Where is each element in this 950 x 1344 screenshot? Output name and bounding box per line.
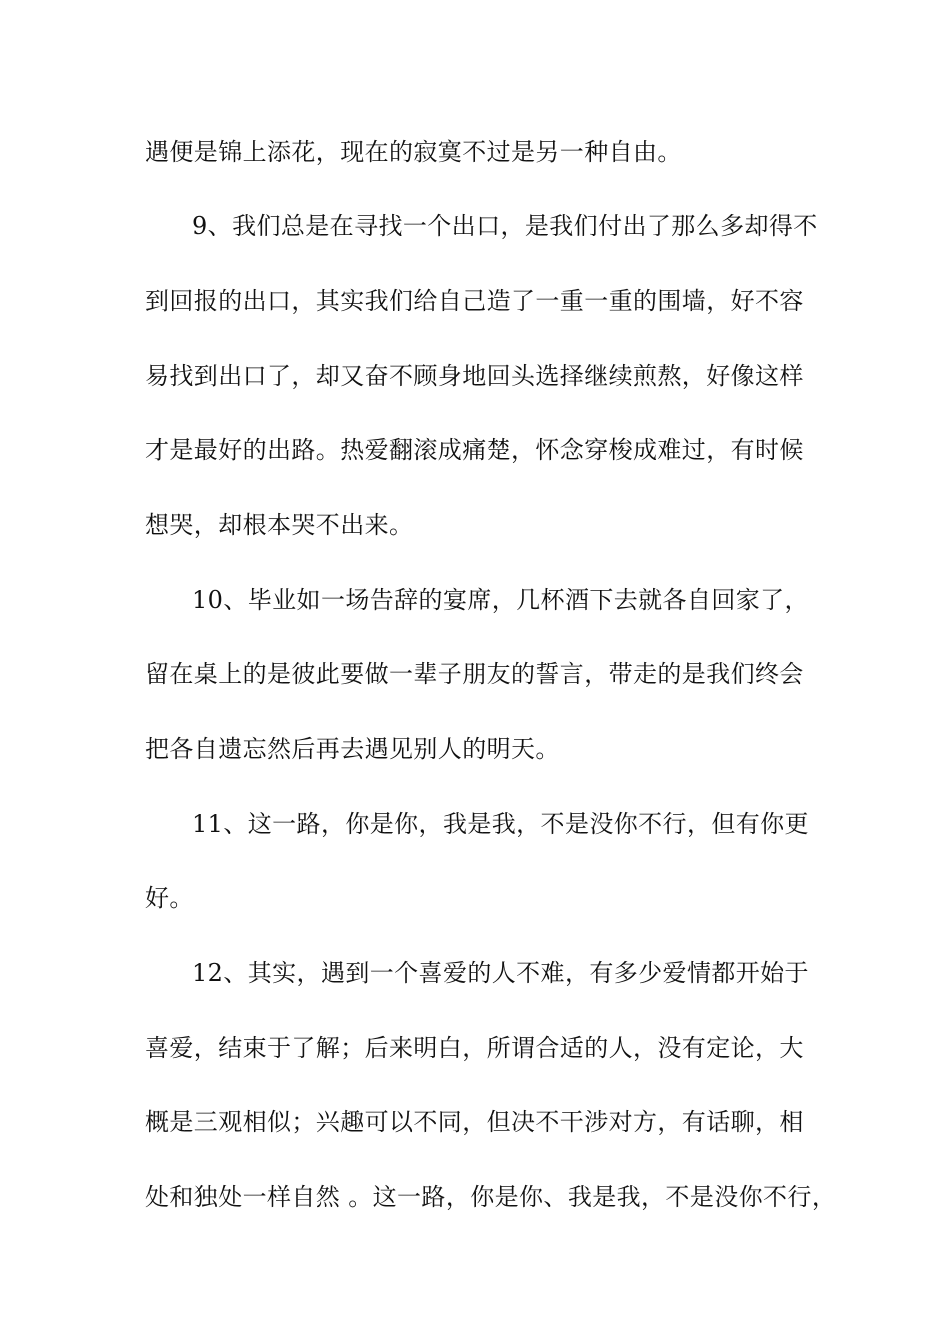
paragraph-11-line: 11、这一路，你是你，我是我，不是没你不行，但有你更 xyxy=(192,810,809,838)
text-line: 才是最好的出路。热爱翻滚成痛楚，怀念穿梭成难过，有时候 xyxy=(145,436,804,464)
text-line: 把各自遗忘然后再去遇见别人的明天。 xyxy=(145,735,560,763)
paragraph-12-line: 12、其实，遇到一个喜爱的人不难，有多少爱情都开始于 xyxy=(192,959,809,987)
text-line: 处和独处一样自然 。这一路，你是你、我是我，不是没你不行， xyxy=(145,1183,837,1211)
text-line: 喜爱，结束于了解；后来明白，所谓合适的人，没有定论，大 xyxy=(145,1034,804,1062)
text-line: 留在桌上的是彼此要做一辈子朋友的誓言，带走的是我们终会 xyxy=(145,660,804,688)
text-line: 好。 xyxy=(145,884,194,912)
text-line: 遇便是锦上添花，现在的寂寞不过是另一种自由。 xyxy=(145,138,682,166)
text-line: 易找到出口了，却又奋不顾身地回头选择继续煎熬，好像这样 xyxy=(145,362,804,390)
text-line: 想哭，却根本哭不出来。 xyxy=(145,511,414,539)
text-line: 概是三观相似；兴趣可以不同，但决不干涉对方，有话聊，相 xyxy=(145,1108,804,1136)
text-line: 到回报的出口，其实我们给自己造了一重一重的围墙，好不容 xyxy=(145,287,804,315)
paragraph-9-line: 9、我们总是在寻找一个出口，是我们付出了那么多却得不 xyxy=(192,212,818,240)
paragraph-10-line: 10、毕业如一场告辞的宴席，几杯酒下去就各自回家了， xyxy=(192,586,809,614)
